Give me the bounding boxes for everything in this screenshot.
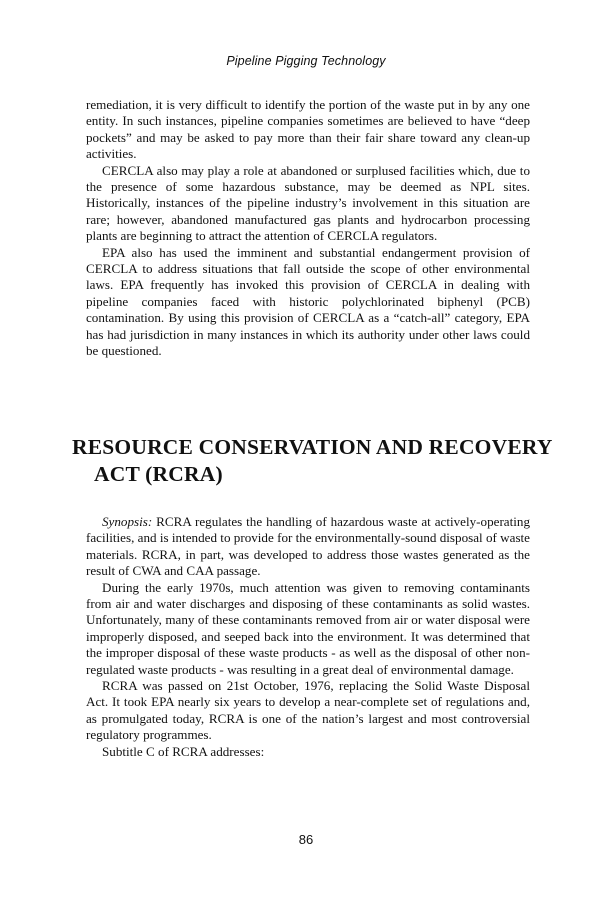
running-head: Pipeline Pigging Technology (226, 54, 386, 68)
paragraph: RCRA was passed on 21st October, 1976, replacing the Solid Waste Disposal Act. It took EPA nearly six years to develop a near-complete set of regulations and, as promulgated today, RCRA is one of the nation’s largest and most controversial regulatory programmes. (86, 678, 530, 743)
section-rcra (86, 514, 530, 760)
section-cercla-continued (86, 97, 530, 360)
paragraph: EPA also has used the imminent and substantial endangerment provision of CERCLA to address situations that fall outside the scope of other environmental laws. EPA frequently has invoked this provision of CERCLA in dealing with pipeline companies faced with historic polychlorinated biphenyl (PCB) contamination. By using this provision of CERCLA as a “catch-all” category, EPA has had jurisdiction in many instances in which its authority under other laws could be questioned. (86, 244, 530, 359)
paragraph: Subtitle C of RCRA addresses: (102, 743, 265, 759)
paragraph: During the early 1970s, much attention was given to removing contaminants from air and water discharges and disposing of these contaminants as solid wastes. Unfortunately, many of these contaminants removed from air or water disposal were improperly disposed, and seeped back into the environment. It was determined that the improper disposal of these waste products - as well as the disposal of other non-regulated waste products - was resulting in a great deal of environmental damage. (86, 579, 530, 677)
synopsis-paragraph (86, 514, 530, 580)
synopsis-text: RCRA regulates the handling of hazardous waste at actively-operating facilities, and is intended to provide for the environmentally-sound disposal of waste materials. RCRA, in part, was developed to address those wastes generated as the result of CWA and CAA passage. (86, 514, 530, 579)
paragraph: CERCLA also may play a role at abandoned or surplused facilities which, due to the presence of some hazardous substance, may be deemed as NPL sites. Historically, instances of the pipeline industry’s involvement in this situation are rare; however, abandoned manufactured gas plants and hydrocarbon processing plants are beginning to attract the attention of CERCLA regulators. (86, 162, 530, 244)
synopsis-label: Synopsis: (102, 514, 153, 529)
paragraph: remediation, it is very difficult to identify the portion of the waste put in by any one entity. In such instances, pipeline companies sometimes are believed to have “deep pockets” and may be asked to pay more than their fair share toward any clean-up activities. (86, 97, 530, 162)
section-heading: RESOURCE CONSERVATION AND RECOVERY ACT (RCRA) (72, 435, 552, 486)
page-number: 86 (298, 832, 314, 847)
